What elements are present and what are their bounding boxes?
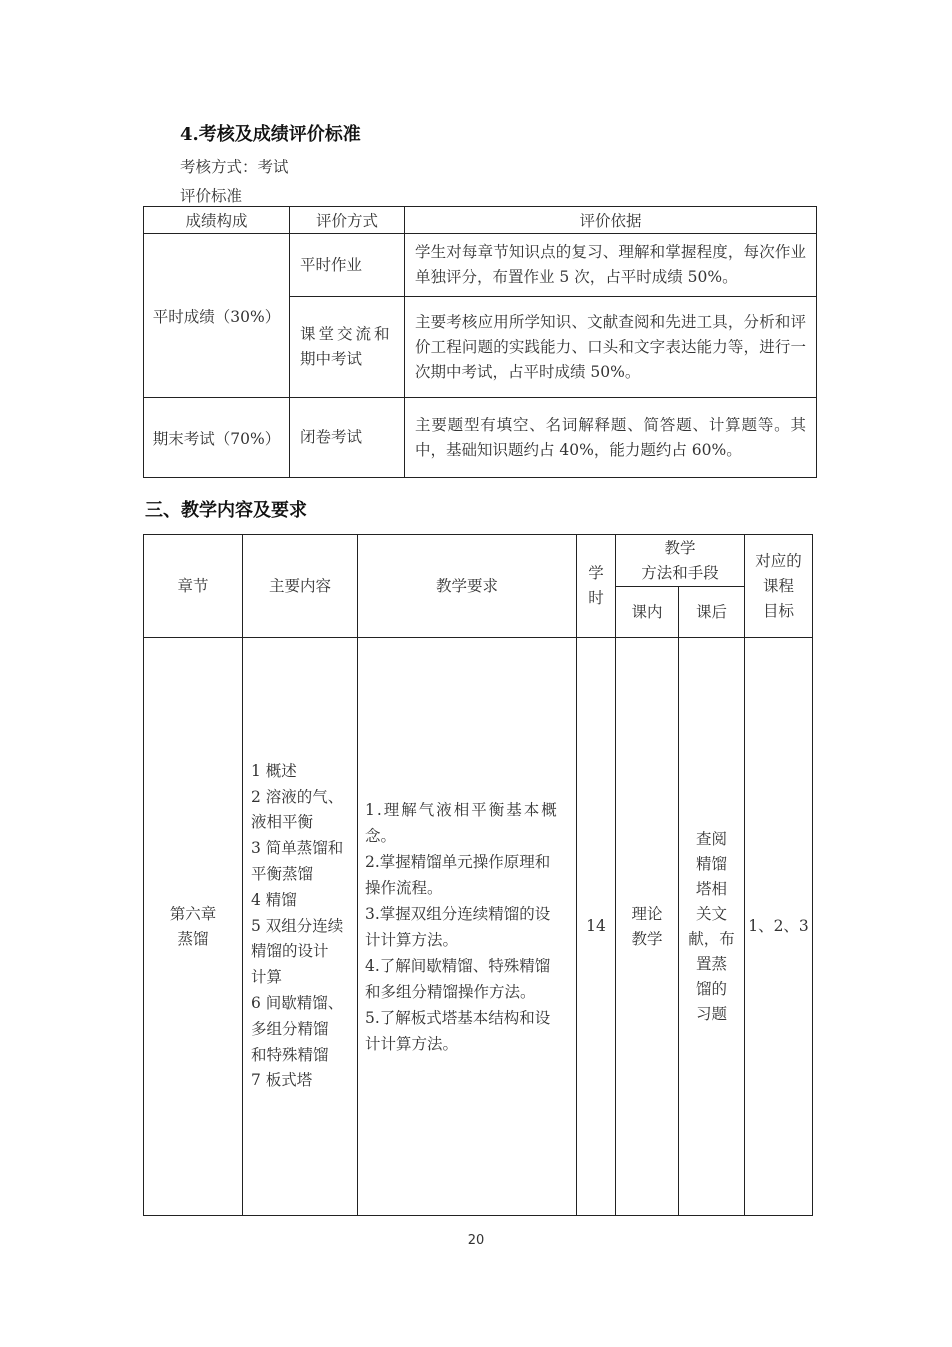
requirement-line: 1.理解气液相平衡基本概 bbox=[365, 800, 559, 819]
header-chapter: 章节 bbox=[144, 535, 243, 638]
section-4-heading: 4.考核及成绩评价标准 bbox=[180, 124, 361, 145]
header-objectives-line: 目标 bbox=[762, 601, 794, 620]
requirement-line: 5.了解板式塔基本结构和设 bbox=[365, 1008, 551, 1027]
requirement-line: 4.了解间歇精馏、特殊精馏 bbox=[365, 956, 551, 975]
content-line: 6 间歇精馏、 bbox=[251, 993, 344, 1012]
basis-cell: 学生对每章节知识点的复习、理解和掌握程度，每次作业单独评分，布置作业 5 次，占平时成绩 50%。 bbox=[405, 234, 817, 297]
content-line: 7 板式塔 bbox=[251, 1071, 313, 1090]
after-class-line: 精馏 bbox=[695, 854, 727, 873]
requirement-line: 念。 bbox=[365, 826, 397, 845]
header-cell: 评价依据 bbox=[405, 207, 817, 234]
method-cell: 闭卷考试 bbox=[290, 398, 405, 478]
content-line: 精馏的设计 bbox=[251, 942, 329, 961]
after-class-line: 献，布 bbox=[688, 929, 735, 948]
header-after-class: 课后 bbox=[679, 587, 745, 638]
header-content: 主要内容 bbox=[243, 535, 358, 638]
after-class-line: 习题 bbox=[695, 1004, 727, 1023]
method-cell bbox=[290, 297, 405, 398]
page-number: 20 bbox=[467, 1233, 485, 1248]
in-class-cell bbox=[616, 638, 679, 1216]
header-requirements: 教学要求 bbox=[358, 535, 577, 638]
header-cell: 评价方式 bbox=[290, 207, 405, 234]
content-line: 4 精馏 bbox=[251, 890, 297, 909]
content-line: 2 溶液的气、 bbox=[251, 787, 344, 806]
after-class-line: 塔相 bbox=[695, 879, 727, 898]
content-line: 1 概述 bbox=[251, 761, 297, 780]
content-line: 和特殊精馏 bbox=[251, 1045, 329, 1064]
header-hours bbox=[577, 535, 616, 638]
requirement-line: 操作流程。 bbox=[365, 878, 443, 897]
method-cell: 平时作业 bbox=[290, 234, 405, 297]
header-objectives-line: 对应的 bbox=[755, 551, 802, 570]
requirement-line: 3.掌握双组分连续精馏的设 bbox=[365, 904, 551, 923]
objectives-cell: 1、2、3 bbox=[745, 638, 813, 1216]
chapter-cell bbox=[144, 638, 243, 1216]
component-cell: 期末考试（70%） bbox=[144, 398, 290, 478]
content-line: 液相平衡 bbox=[251, 813, 314, 832]
component-cell: 平时成绩（30%） bbox=[144, 234, 290, 398]
method-line: 期中考试 bbox=[300, 350, 363, 368]
after-class-line: 置蒸 bbox=[695, 954, 727, 973]
criteria-label: 评价标准 bbox=[180, 187, 243, 205]
in-class-line: 理论 bbox=[631, 904, 663, 923]
in-class-line: 教学 bbox=[631, 929, 663, 948]
content-cell bbox=[243, 638, 358, 1216]
requirements-cell bbox=[358, 638, 577, 1216]
content-line: 5 双组分连续 bbox=[251, 916, 344, 935]
assessment-method-line: 考核方式：考试 bbox=[180, 158, 289, 176]
table-row bbox=[144, 398, 817, 478]
table-row bbox=[144, 234, 817, 297]
section-3-heading: 三、教学内容及要求 bbox=[145, 500, 307, 521]
content-line: 3 简单蒸馏和 bbox=[251, 839, 344, 858]
table-row bbox=[144, 638, 813, 1216]
header-cell: 成绩构成 bbox=[144, 207, 290, 234]
table-header-row bbox=[144, 535, 813, 587]
after-class-line: 查阅 bbox=[695, 829, 727, 848]
content-line: 计算 bbox=[251, 968, 283, 987]
requirement-line: 2.掌握精馏单元操作原理和 bbox=[365, 852, 551, 871]
header-hours-line: 时 bbox=[588, 589, 604, 607]
header-hours-line: 学 bbox=[588, 564, 604, 582]
after-class-line: 关文 bbox=[695, 904, 727, 923]
header-methods bbox=[616, 535, 745, 587]
method-line: 课堂交流和 bbox=[300, 325, 393, 343]
hours-cell: 14 bbox=[577, 638, 616, 1216]
requirement-line: 计计算方法。 bbox=[365, 1034, 459, 1053]
requirement-line: 计计算方法。 bbox=[365, 930, 459, 949]
header-in-class: 课内 bbox=[616, 587, 679, 638]
grade-evaluation-table bbox=[143, 206, 817, 478]
chapter-line: 蒸馏 bbox=[177, 929, 209, 948]
header-objectives bbox=[745, 535, 813, 638]
requirement-line: 和多组分精馏操作方法。 bbox=[365, 982, 536, 1001]
chapter-line: 第六章 bbox=[169, 904, 217, 923]
header-methods-line: 方法和手段 bbox=[641, 563, 719, 582]
table-header-row bbox=[144, 207, 817, 234]
content-line: 平衡蒸馏 bbox=[251, 865, 314, 883]
after-class-line: 馏的 bbox=[695, 979, 727, 998]
after-class-cell bbox=[679, 638, 745, 1216]
header-objectives-line: 课程 bbox=[762, 576, 794, 595]
teaching-content-table bbox=[143, 534, 813, 1216]
header-methods-line: 教学 bbox=[664, 538, 696, 557]
basis-cell: 主要考核应用所学知识、文献查阅和先进工具，分析和评价工程问题的实践能力、口头和文字表达能力等，进行一次期中考试，占平时成绩 50%。 bbox=[405, 297, 817, 398]
content-line: 多组分精馏 bbox=[251, 1019, 329, 1038]
basis-cell: 主要题型有填空、名词解释题、简答题、计算题等。其中，基础知识题约占 40%，能力题约占 60%。 bbox=[405, 398, 817, 478]
